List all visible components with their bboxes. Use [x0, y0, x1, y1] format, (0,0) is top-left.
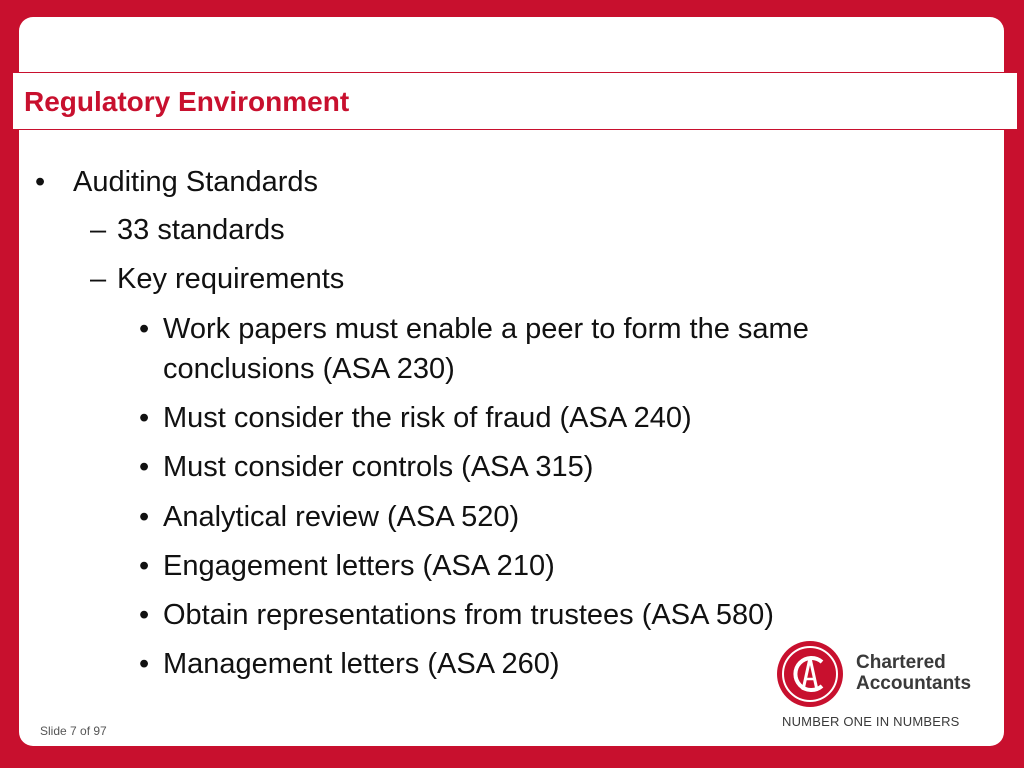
logo-tagline: NUMBER ONE IN NUMBERS [782, 714, 960, 729]
bullet-text: Engagement letters (ASA 210) [163, 550, 555, 582]
bullet-marker: • [139, 648, 150, 680]
bullet-text: Work papers must enable a peer to form the same [163, 313, 809, 345]
logo-wordmark-line2: Accountants [856, 673, 972, 694]
bullet-text-continuation: conclusions (ASA 230) [163, 353, 455, 385]
bullet-marker: • [139, 599, 150, 631]
bullet-marker: • [139, 402, 150, 434]
bullet-text: Key requirements [117, 263, 345, 295]
bullet-text: Auditing Standards [73, 166, 319, 198]
bullet-marker: • [139, 550, 150, 582]
chartered-accountants-logo [776, 640, 991, 735]
dash-marker: – [90, 214, 107, 246]
slide-number: Slide 7 of 97 [40, 724, 107, 738]
bullet-text: Must consider the risk of fraud (ASA 240) [163, 402, 692, 434]
bullet-text: Analytical review (ASA 520) [163, 501, 520, 533]
bullet-marker: • [35, 166, 46, 198]
ca-monogram-icon [776, 640, 844, 708]
bullet-text: Management letters (ASA 260) [163, 648, 560, 680]
bullet-text: Must consider controls (ASA 315) [163, 451, 594, 483]
dash-marker: – [90, 263, 107, 295]
bullet-text: Obtain representations from trustees (ASA 580) [163, 599, 774, 631]
bullet-text: 33 standards [117, 214, 285, 246]
slide-title: Regulatory Environment [24, 86, 350, 117]
bullet-marker: • [139, 313, 150, 345]
bullet-marker: • [139, 501, 150, 533]
bullet-marker: • [139, 451, 150, 483]
logo-wordmark-line1: Chartered [856, 652, 946, 673]
